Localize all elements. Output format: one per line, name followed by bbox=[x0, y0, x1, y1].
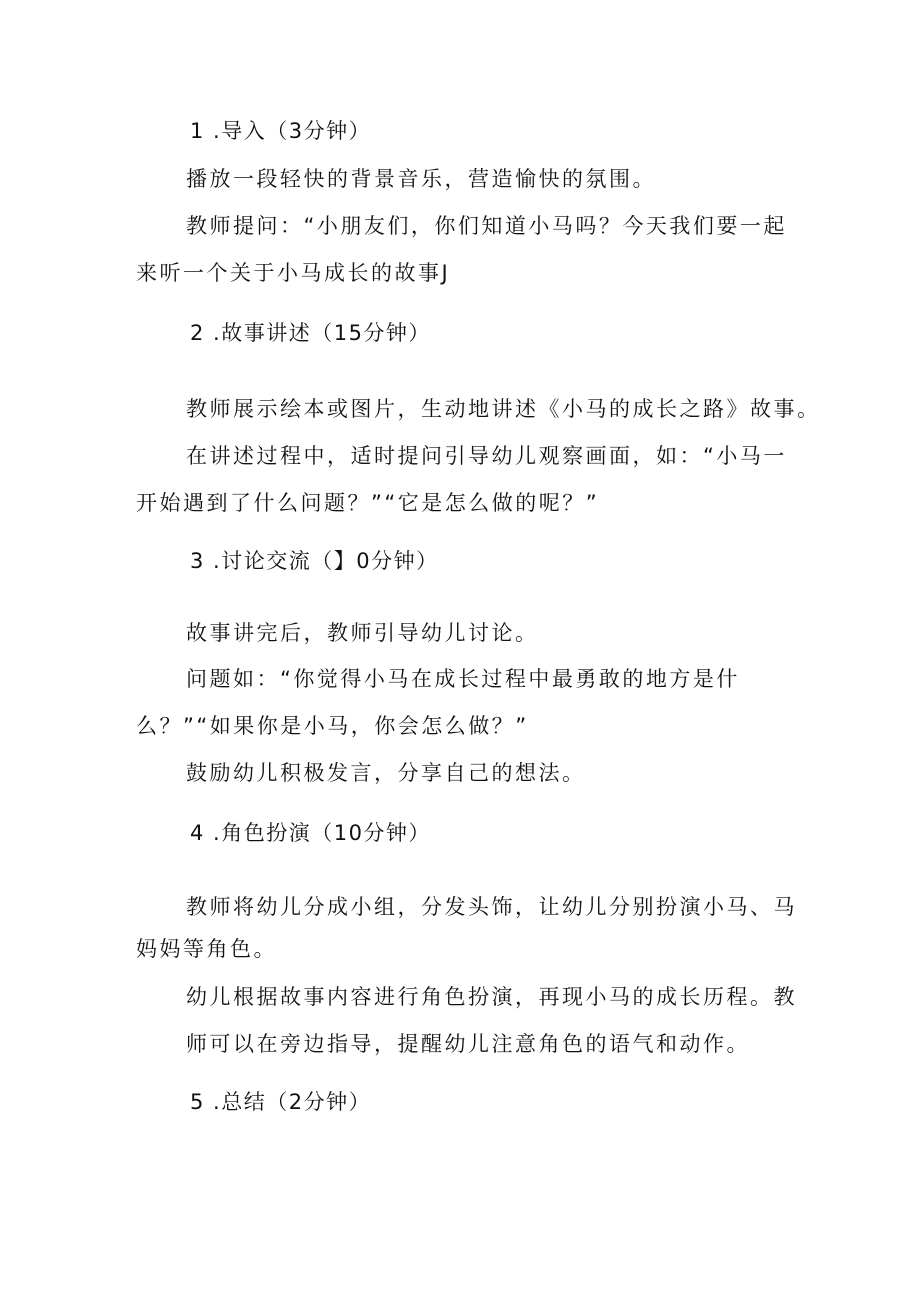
paragraph-line: 在讲述过程中，适时提问引导幼儿观察画面，如：“小马一 bbox=[186, 444, 787, 468]
section-heading-story: 2 .故事讲述（15分钟） bbox=[190, 321, 431, 345]
paragraph-line: 问题如：“你觉得小马在成长过程中最勇敢的地方是什 bbox=[186, 667, 740, 691]
section-heading-discussion: 3 .讨论交流（】0分钟） bbox=[190, 549, 439, 573]
paragraph-line: 教师展示绘本或图片，生动地讲述《小马的成长之路》故事。 bbox=[186, 397, 821, 421]
paragraph-line: 妈妈等角色。 bbox=[136, 937, 277, 961]
paragraph-line: 故事讲完后，教师引导幼儿讨论。 bbox=[186, 621, 539, 645]
paragraph-line: 鼓励幼儿积极发言，分享自己的想法。 bbox=[186, 761, 586, 785]
paragraph-line: 幼儿根据故事内容进行角色扮演，再现小马的成长历程。教 bbox=[186, 985, 797, 1009]
paragraph-line: 播放一段轻快的背景音乐，营造愉快的氛围。 bbox=[186, 167, 656, 191]
paragraph-line: 教师提问：“小朋友们，你们知道小马吗？今天我们要一起 bbox=[186, 214, 787, 238]
section-heading-summary: 5 .总结（2分钟） bbox=[190, 1090, 372, 1114]
paragraph-line: 师可以在旁边指导，提醒幼儿注意角色的语气和动作。 bbox=[186, 1032, 750, 1056]
paragraph-line: 么？”“如果你是小马，你会怎么做？” bbox=[136, 714, 529, 738]
section-heading-roleplay: 4 .角色扮演（10分钟） bbox=[190, 821, 431, 845]
section-heading-intro: 1 .导入（3分钟） bbox=[190, 119, 372, 143]
paragraph-line: 开始遇到了什么问题？”“它是怎么做的呢？” bbox=[136, 491, 600, 515]
paragraph-line: 教师将幼儿分成小组，分发头饰，让幼儿分别扮演小马、马 bbox=[186, 895, 797, 919]
paragraph-line: 来听一个关于小马成长的故事J bbox=[136, 261, 451, 285]
